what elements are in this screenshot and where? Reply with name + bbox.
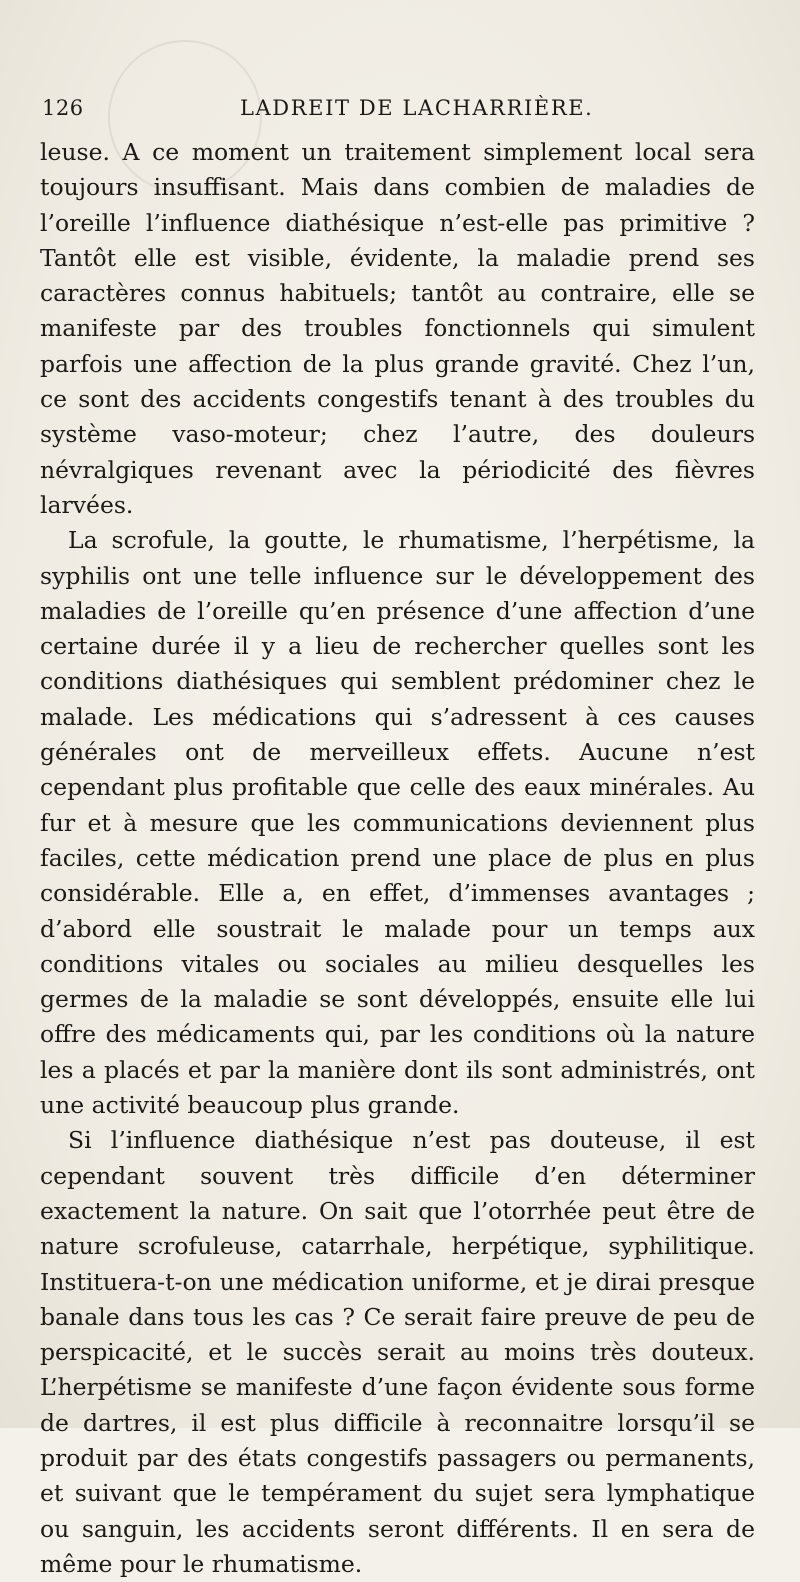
running-title: LADREIT DE LACHARRIÈRE. bbox=[240, 96, 594, 120]
running-header bbox=[42, 96, 762, 130]
paragraph-diathesis: La scrofule, la goutte, le rhumatisme, l’herpétisme, la syphilis ont une telle influence sur le développement des maladies de l’oreille qu’en présence d’une affection d’une certaine durée il y a lieu de rechercher quelles sont les conditions diathésiques qui semblent prédominer chez le malade. Les médications qui s’adressent à ces causes générales ont de merveilleux effets. Aucune n’est cependant plus profitable que celle des eaux minérales. Au fur et à mesure que les communications deviennent plus faciles, cette médication prend une place de plus en plus considérable. Elle a, en effet, d’immenses avantages ; d’abord elle soustrait le malade pour un temps aux conditions vitales ou sociales au milieu desquelles les germes de la maladie se sont développés, ensuite elle lui offre des médicaments qui, par les conditions où la nature les a placés et par la manière dont ils sont administrés, ont une activité beaucoup plus grande. bbox=[40, 526, 755, 1120]
paragraph-continued: leuse. A ce moment un traitement simplement local sera toujours insuffisant. Mais dans combien de maladies de l’oreille l’influence diathésique n’est-elle pas primitive ? Tantôt elle est visible, évidente, la maladie prend ses caractères connus habituels; tantôt au contraire, elle se manifeste par des troubles fonctionnels qui simulent parfois une affection de la plus grande gravité. Chez l’un, ce sont des accidents congestifs tenant à des troubles du système vaso-moteur; chez l’autre, des douleurs névralgiques revenant avec la périodicité des fièvres larvées. bbox=[40, 138, 755, 519]
body-text bbox=[40, 135, 755, 1582]
paragraph-influence: Si l’influence diathésique n’est pas douteuse, il est cependant souvent très difficile d’en déterminer exactement la nature. On sait que l’otorrhée peut être de nature scrofuleuse, catarrhale, herpétique, syphilitique. Instituera-t-on une médication uniforme, et je dirai presque banale dans tous les cas ? Ce serait faire preuve de peu de perspicacité, et le succès serait au moins très douteux. L’herpétisme se manifeste d’une façon évidente sous forme de dartres, il est plus difficile à reconnaitre lorsqu’il se produit par des états congestifs passagers ou permanents, et suivant que le tempérament du sujet sera lymphatique ou sanguin, les accidents seront différents. Il en sera de même pour le rhumatisme. bbox=[40, 1126, 755, 1578]
page-number: 126 bbox=[42, 96, 84, 120]
